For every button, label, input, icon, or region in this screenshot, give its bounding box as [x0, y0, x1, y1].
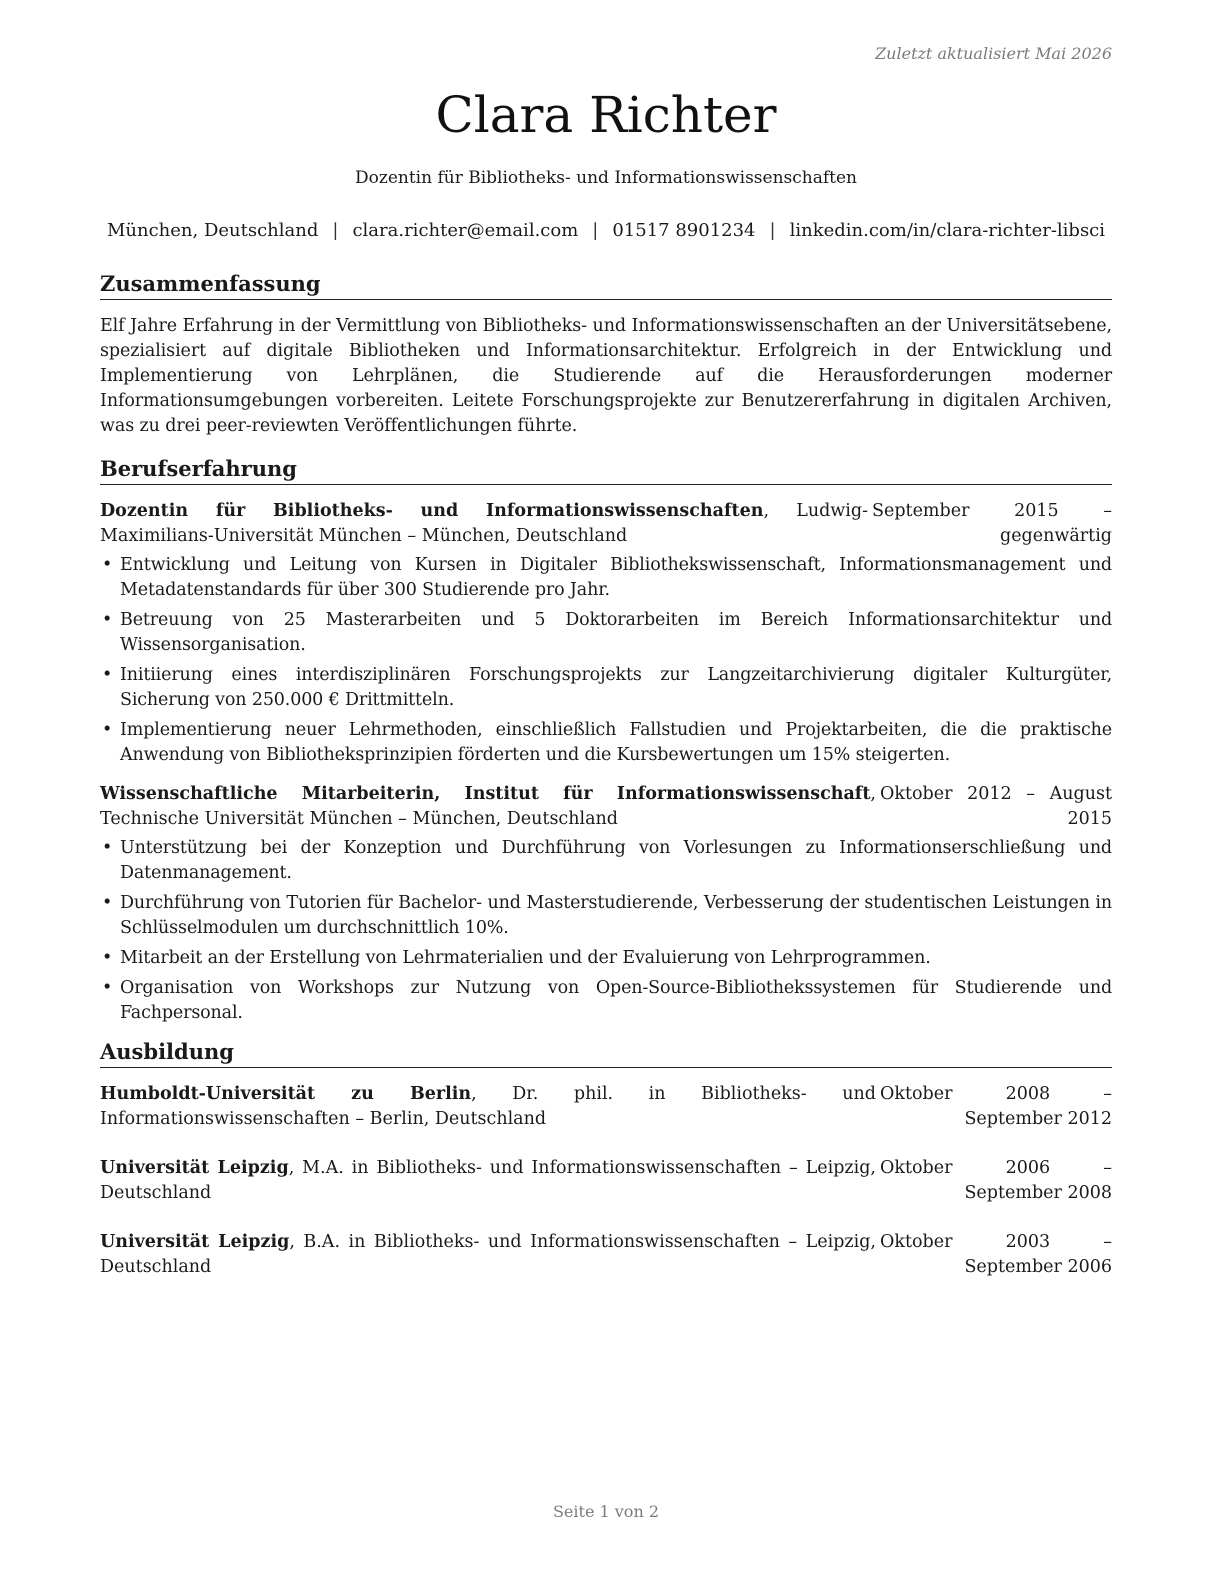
job-role: Dozentin für Bibliotheks- und Informationswissenschaften [100, 501, 764, 521]
education-dates: Oktober 2003 – September 2006 [880, 1232, 1112, 1277]
contact-email[interactable]: clara.richter@email.com [352, 220, 579, 241]
job-header [100, 499, 1112, 549]
contact-phone: 01517 8901234 [612, 220, 756, 241]
education-description [100, 1156, 880, 1206]
contact-linkedin[interactable]: linkedin.com/in/clara-richter-libsci [789, 220, 1106, 241]
last-updated: Zuletzt aktualisiert Mai 2026 [875, 44, 1112, 63]
contact-location: München, Deutschland [106, 220, 319, 241]
resume-page [100, 0, 1112, 1584]
section-title-experience: Berufserfahrung [100, 455, 1112, 485]
list-item: • Entwicklung und Leitung von Kursen in Digitaler Bibliothekswissenschaft, Informationsmanagement und Metadatenstandards für über 300 Studierende pro Jahr. [100, 553, 1112, 603]
education-description [100, 1230, 880, 1280]
education-school: Universität Leipzig [100, 1232, 290, 1252]
page-number: Seite 1 von 2 [552, 1502, 660, 1521]
list-item: • Initiierung eines interdisziplinären Forschungsprojekts zur Langzeitarchivierung digitaler Kulturgüter, Sicherung von 250.000 € Drittmitteln. [100, 663, 1112, 713]
list-item: • Betreuung von 25 Masterarbeiten und 5 Doktorarbeiten im Bereich Informationsarchitektur und Wissensorganisation. [100, 608, 1112, 658]
list-item: • Implementierung neuer Lehrmethoden, einschließlich Fallstudien und Projektarbeiten, die die praktische Anwendung von Bibliotheksprinzipien förderten und die Kursbewertungen um 15% steigerten. [100, 718, 1112, 768]
contact-separator: | [332, 220, 339, 241]
job-header [100, 782, 1112, 832]
education-dates: Oktober 2006 – September 2008 [880, 1158, 1112, 1203]
list-item: • Mitarbeit an der Erstellung von Lehrmaterialien und der Evaluierung von Lehrprogrammen. [100, 946, 1112, 971]
education-detail: , M.A. in Bibliotheks- und Informationswissenschaften – Leipzig, Deutschland [100, 1158, 876, 1203]
job-dates: September 2015 – gegenwärtig [872, 501, 1112, 546]
summary-section [100, 270, 1112, 439]
job-dates: Oktober 2012 – August 2015 [880, 784, 1112, 829]
job-role: Wissenschaftliche Mitarbeiterin, Institut für Informationswissenschaft [100, 784, 871, 804]
job-employer: , Ludwig-Maximilians-Universität München – München, Deutschland [100, 501, 868, 546]
job-entry [100, 782, 1112, 1026]
contact-separator: | [592, 220, 599, 241]
job-description [100, 499, 872, 549]
job-bullets [100, 553, 1112, 768]
education-dates: Oktober 2008 – September 2012 [880, 1084, 1112, 1129]
education-school: Universität Leipzig [100, 1158, 289, 1178]
education-entry [100, 1082, 1112, 1132]
education-description [100, 1082, 880, 1132]
candidate-name: Clara Richter [435, 86, 777, 144]
candidate-title: Dozentin für Bibliotheks- und Informationswissenschaften [355, 168, 857, 188]
job-description [100, 782, 880, 832]
list-item: • Unterstützung bei der Konzeption und Durchführung von Vorlesungen zu Informationserschließung und Datenmanagement. [100, 836, 1112, 886]
contact-separator: | [769, 220, 776, 241]
education-entry [100, 1230, 1112, 1280]
summary-text: Elf Jahre Erfahrung in der Vermittlung von Bibliotheks- und Informationswissenschaften an der Universitätsebene, spezialisiert auf digitale Bibliotheken und Informationsarchitektur. Erfolgreich in der Entwicklung und Implementierung von Lehrplänen, die Studierende auf die Herausforderungen moderner Informationsumgebungen vorbereiten. Leitete Forschungsprojekte zur Benutzererfahrung in digitalen Archiven, was zu drei peer-reviewten Veröffentlichungen führte. [100, 316, 1112, 436]
contact-line [100, 220, 1112, 241]
education-section [100, 1038, 1112, 1280]
education-detail: , Dr. phil. in Bibliotheks- und Informationswissenschaften – Berlin, Deutschland [100, 1084, 876, 1129]
section-title-education: Ausbildung [100, 1038, 1112, 1068]
section-title-summary: Zusammenfassung [100, 270, 1112, 300]
job-entry [100, 499, 1112, 768]
job-employer: , Technische Universität München – München, Deutschland [100, 784, 876, 829]
resume-content [100, 270, 1112, 1292]
education-detail: , B.A. in Bibliotheks- und Informationswissenschaften – Leipzig, Deutschland [100, 1232, 876, 1277]
education-entry [100, 1156, 1112, 1206]
list-item: • Organisation von Workshops zur Nutzung von Open-Source-Bibliothekssystemen für Studierende und Fachpersonal. [100, 976, 1112, 1026]
education-school: Humboldt-Universität zu Berlin [100, 1084, 472, 1104]
list-item: • Durchführung von Tutorien für Bachelor- und Masterstudierende, Verbesserung der studentischen Leistungen in Schlüsselmodulen um durchschnittlich 10%. [100, 891, 1112, 941]
job-bullets [100, 836, 1112, 1026]
experience-section [100, 455, 1112, 1026]
